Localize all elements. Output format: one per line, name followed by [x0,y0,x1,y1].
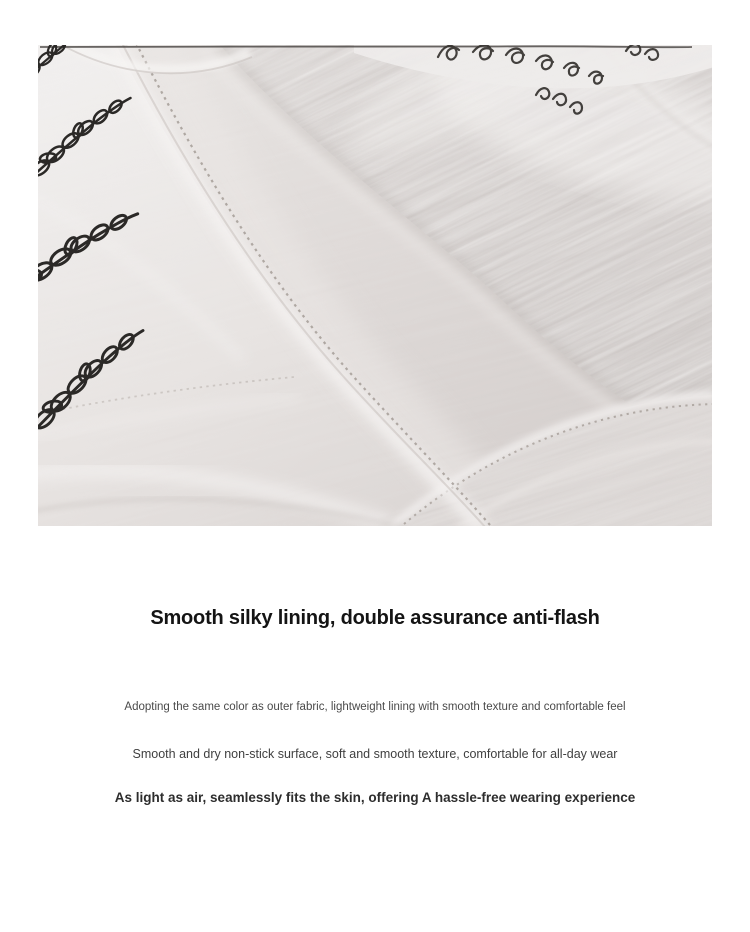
fabric-closeup-photo [38,45,712,526]
subtitle-line-3: As light as air, seamlessly fits the skin, offering A hassle-free wearing experience [114,790,636,805]
subtitle-line-2: Smooth and dry non-stick surface, soft and smooth texture, comfortable for all-day wear [132,747,618,761]
embroidery-top-line [40,46,692,47]
fabric-photo-art [38,45,712,526]
subtitle-line-1: Adopting the same color as outer fabric, lightweight lining with smooth texture and comfortable feel [124,701,626,713]
section-title: Smooth silky lining, double assurance anti-flash [150,607,600,629]
